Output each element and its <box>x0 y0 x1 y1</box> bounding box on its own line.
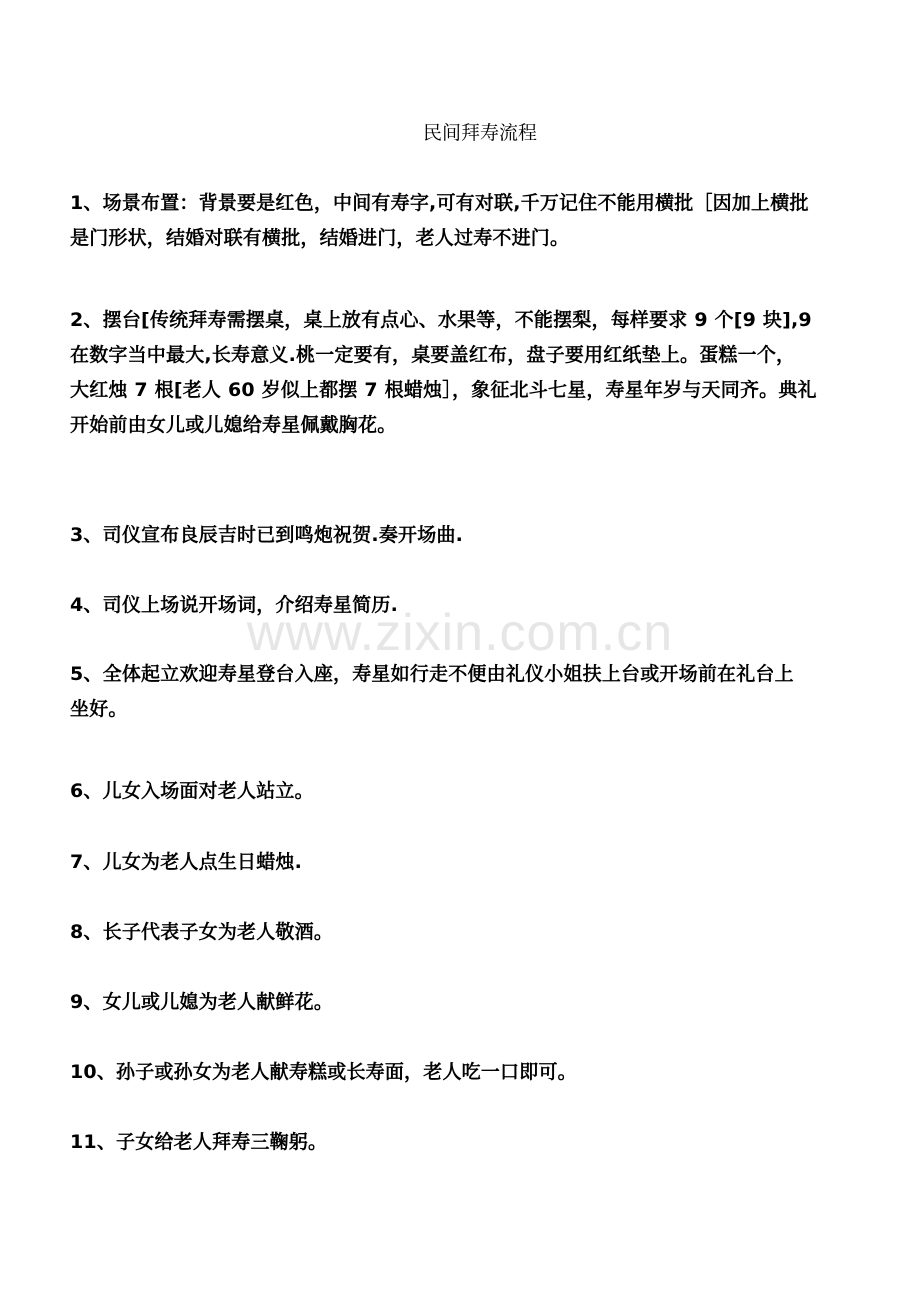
paragraph-line: 3、司仪宣布良辰吉时已到鸣炮祝贺.奏开场曲. <box>70 524 464 546</box>
paragraph-line: 是门形状，结婚对联有横批，结婚进门，老人过寿不进门。 <box>70 227 570 249</box>
paragraph-line: 大红烛 7 根[老人 60 岁似上都摆 7 根蜡烛］，象征北斗七星，寿星年岁与天同齐。典礼 <box>70 379 817 401</box>
paragraph-7 <box>70 845 892 880</box>
watermark: www.zixin.com.cn <box>246 604 674 662</box>
paragraph-10 <box>70 1055 892 1090</box>
paragraph-11 <box>70 1125 892 1160</box>
paragraph-line: 1、场景布置：背景要是红色，中间有寿字,可有对联,千万记住不能用横批［因加上横批 <box>70 192 809 214</box>
paragraph-4 <box>70 588 892 623</box>
paragraph-8 <box>70 915 892 950</box>
paragraph-line: 2、摆台[传统拜寿需摆桌，桌上放有点心、水果等，不能摆梨，每样要求 9 个[9 块],9 <box>70 309 812 331</box>
paragraph-line: 11、子女给老人拜寿三鞠躬。 <box>70 1131 328 1153</box>
paragraph-line: 在数字当中最大,长寿意义.桃一定要有，桌要盖红布，盘子要用红纸垫上。蛋糕一个， <box>70 344 796 366</box>
paragraph-9 <box>70 985 892 1020</box>
paragraph-3 <box>70 518 892 553</box>
paragraph-5 <box>70 657 892 727</box>
paragraph-line: 4、司仪上场说开场词，介绍寿星简历. <box>70 594 399 616</box>
paragraph-2 <box>70 303 892 443</box>
paragraph-6 <box>70 774 892 809</box>
paragraph-line: 6、儿女入场面对老人站立。 <box>70 780 314 802</box>
paragraph-line: 8、长子代表子女为老人敬酒。 <box>70 921 334 943</box>
page-title: 民间拜寿流程 <box>422 122 537 144</box>
paragraph-line: 7、儿女为老人点生日蜡烛. <box>70 851 303 873</box>
paragraph-1 <box>70 186 892 256</box>
paragraph-line: 10、孙子或孙女为老人献寿糕或长寿面，老人吃一口即可。 <box>70 1061 577 1083</box>
paragraph-line: 9、女儿或儿媳为老人献鲜花。 <box>70 991 334 1013</box>
paragraph-line: 开始前由女儿或儿媳给寿星佩戴胸花。 <box>70 414 397 436</box>
paragraph-line: 坐好。 <box>70 698 128 720</box>
paragraph-line: 5、全体起立欢迎寿星登台入座，寿星如行走不便由礼仪小姐扶上台或开场前在礼台上 <box>70 663 794 685</box>
